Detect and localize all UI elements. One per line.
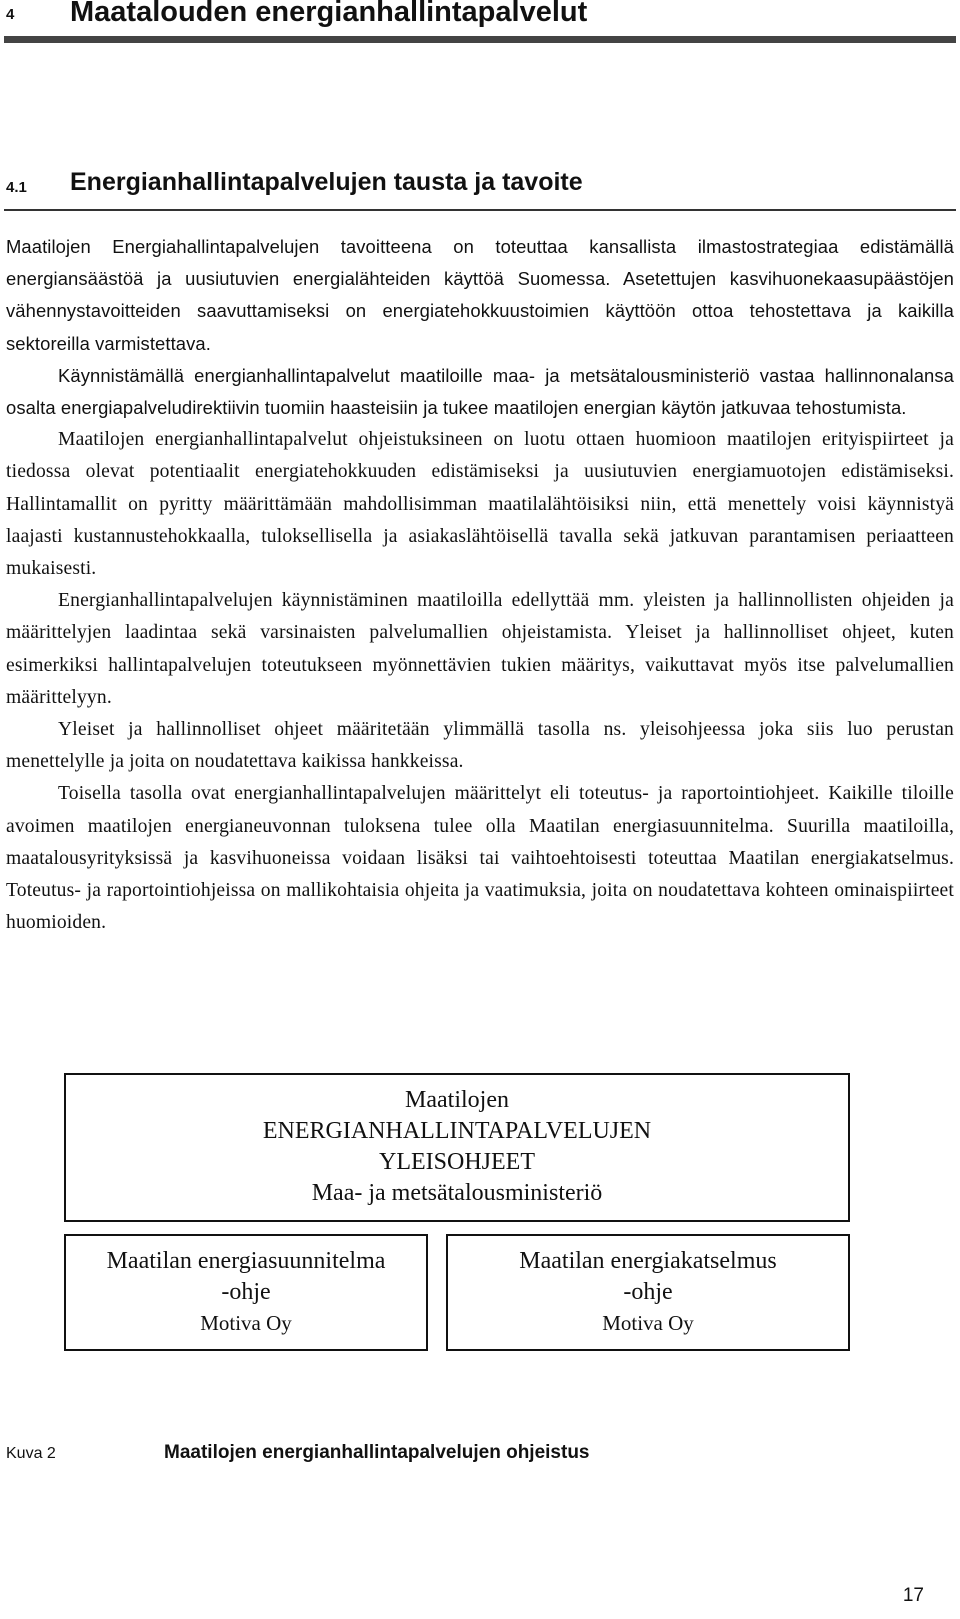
paragraph-5: Yleiset ja hallinnolliset ohjeet määritetään ylimmällä tasolla ns. yleisohjeessa joka siis luo perustan menettelylle ja joita on noudatettava kaikissa hankkeissa. [6,719,954,773]
left-box-subtitle: -ohje [221,1279,271,1305]
top-box-line-1: Maatilojen [405,1087,509,1113]
paragraph-4: Energianhallintapalvelujen käynnistäminen maatiloilla edellyttää mm. yleisten ja hallinnollisten ohjeiden ja määrittelyjen laadintaa sekä varsinaisten palvelumallien ohjeistamista. Yleiset ja hallinnolliset ohjeet, kuten esimerkiksi hallintapalvelujen toteutukseen myönnettävien tukien määritys, vaikuttavat myös itse palvelumallien määrittelyyn. [6,590,954,708]
right-box-subtitle: -ohje [623,1279,673,1305]
paragraph-3: Maatilojen energianhallintapalvelut ohjeistuksineen on luotu ottaen huomioon maatilojen erityispiirteet ja tiedossa olevat potentiaalit energiatehokkuuden edistämiseksi ja uusiutuvien energiamuotojen edistämiseksi. Hallintamallit on pyritty määrittämään mahdollisimman maatilalähtöisiksi niin, että menettely voisi käynnistyä laajasti kustannustehokkaalla, tuloksellisella ja asiakaslähtöisellä tavalla sekä jatkuvan parantamisen periaatteen mukaisesti. [6,429,954,580]
top-box-line-4: Maa- ja metsätalousministeriö [311,1180,603,1206]
section-divider [4,209,956,211]
general-guidelines-box [64,1073,850,1222]
chapter-title: Maatalouden energianhallintapalvelut [70,0,588,28]
energy-audit-box [446,1234,850,1351]
left-box-author: Motiva Oy [200,1311,292,1335]
paragraph-6: Toisella tasolla ovat energianhallintapalvelujen määrittelyt eli toteutus- ja raportointiohjeet. Kaikille tiloille avoimen maatilojen energianeuvonnan tuloksena tulee olla Maatilan energiasuunnitelma. Suurilla maatiloilla, maatalousyrityksissä ja kasvihuoneissa voidaan lisäksi tai vaihtoehtoisesti toteuttaa Maatilan energiakatselmus. Toteutus- ja raportointiohjeissa on mallikohtaisia ohjeita ja vaatimuksia, joita on noudatettava kohteen ominaispiirteet huomioiden. [6,783,954,934]
paragraph-2: Käynnistämällä energianhallintapalvelut maatiloille maa- ja metsätalousministeriö vastaa hallinnonalansa osalta energiapalveludirektiivin tuomiin haasteisiin ja tukee maatilojen energian käytön jatkuvaa tehostumista. [6,364,954,419]
caption-label: Kuva 2 [6,1445,56,1462]
paragraph-1: Maatilojen Energiahallintapalvelujen tavoitteena on toteuttaa kansallista ilmastostrategiaa edistämällä energiansäästöä ja uusiutuvien energialähteiden käyttöä Suomessa. Asetettujen kasvihuonekaasupäästöjen vähennystavoitteiden saavuttamiseksi on energiatehokkuustoimien käyttöön ottoa tehostettava ja kaikilla sektoreilla varmistettava. [6,236,954,354]
body-text [6,231,954,939]
top-box-line-2: ENERGIANHALLINTAPALVELUJEN [262,1118,652,1144]
chapter-number: 4 [6,6,15,23]
left-box-title: Maatilan energiasuunnitelma [106,1248,386,1274]
top-box-line-3: YLEISOHJEET [379,1149,535,1175]
energy-plan-box [64,1234,428,1351]
chapter-heading [6,0,956,38]
section-number: 4.1 [6,179,27,196]
right-box-title: Maatilan energiakatselmus [519,1248,777,1274]
page-number: 17 [902,1585,924,1606]
chapter-divider [4,36,956,43]
caption-text: Maatilojen energianhallintapalvelujen ohjeistus [164,1442,590,1463]
right-box-author: Motiva Oy [602,1311,694,1335]
section-title: Energianhallintapalvelujen tausta ja tavoite [70,168,583,196]
